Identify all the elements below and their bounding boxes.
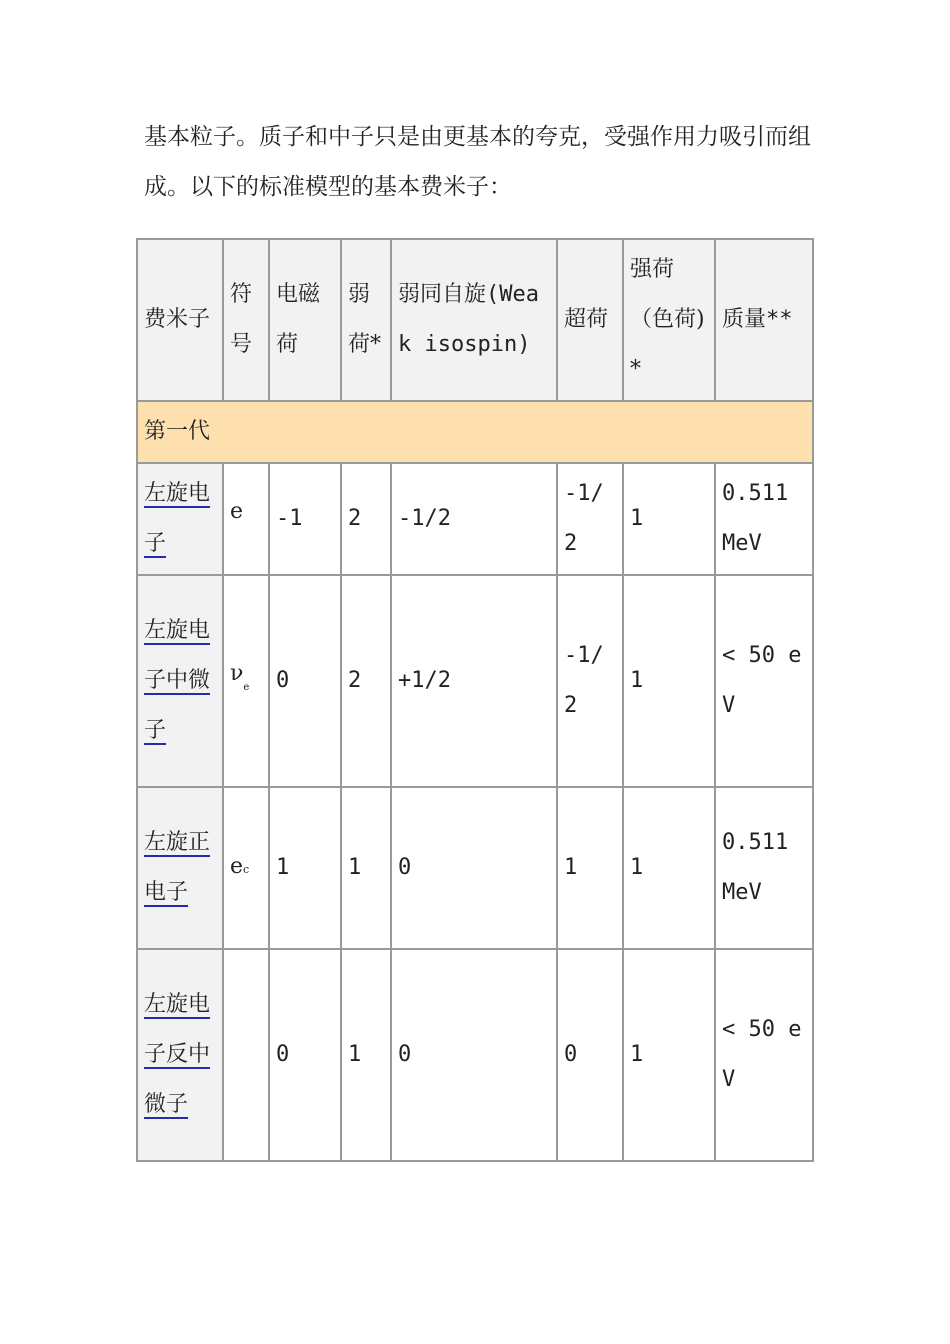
em-charge-cell: 1 <box>270 788 342 950</box>
fermion-link-left-electron-neutrino[interactable]: 左旋电子中微子 <box>144 618 211 743</box>
symbol-mark: c <box>243 862 250 876</box>
header-em-charge: 电磁荷 <box>270 240 342 402</box>
header-fermion: 费米子 <box>138 240 224 402</box>
mass-cell: < 50 eV <box>716 576 814 788</box>
hypercharge-cell: 1 <box>558 788 624 950</box>
header-color-charge: 强荷（色荷)* <box>624 240 716 402</box>
table-row <box>138 788 814 950</box>
symbol-base: e <box>230 499 244 524</box>
symbol-cell <box>224 950 270 1160</box>
intro-paragraph: 基本粒子。质子和中子只是由更基本的夸克，受强作用力吸引而组成。以下的标准模型的基本费米子： <box>144 124 811 200</box>
weak-charge-cell: 2 <box>342 464 392 576</box>
symbol-cell <box>224 464 270 576</box>
symbol-cell <box>224 576 270 788</box>
table-header-row <box>138 240 814 402</box>
color-charge-cell: 1 <box>624 464 716 576</box>
symbol-base: e <box>230 853 244 879</box>
em-charge-cell: -1 <box>270 464 342 576</box>
symbol-base: ν <box>230 661 244 686</box>
fermion-name-cell <box>138 576 224 788</box>
hypercharge-cell: -1/2 <box>558 464 624 576</box>
weak-isospin-cell: 0 <box>392 788 558 950</box>
weak-charge-cell: 1 <box>342 788 392 950</box>
fermion-name-cell <box>138 788 224 950</box>
mass-cell: < 50 eV <box>716 950 814 1160</box>
header-mass: 质量** <box>716 240 814 402</box>
table-row <box>138 464 814 576</box>
color-charge-cell: 1 <box>624 576 716 788</box>
hypercharge-cell: 0 <box>558 950 624 1160</box>
fermion-link-left-positron[interactable]: 左旋正电子 <box>144 830 211 905</box>
header-weak-charge: 弱荷* <box>342 240 392 402</box>
generation-row <box>138 402 814 464</box>
weak-isospin-cell: 0 <box>392 950 558 1160</box>
color-charge-cell: 1 <box>624 788 716 950</box>
header-weak-isospin: 弱同自旋(Weak isospin) <box>392 240 558 402</box>
color-charge-cell: 1 <box>624 950 716 1160</box>
generation-label: 第一代 <box>138 402 814 464</box>
table-row <box>138 576 814 788</box>
fermion-name-cell <box>138 950 224 1160</box>
header-hypercharge: 超荷 <box>558 240 624 402</box>
mass-cell: 0.511 MeV <box>716 788 814 950</box>
fermion-name-cell <box>138 464 224 576</box>
weak-charge-cell: 1 <box>342 950 392 1160</box>
table-row <box>138 950 814 1160</box>
em-charge-cell: 0 <box>270 576 342 788</box>
fermion-link-left-electron-antineutrino[interactable]: 左旋电子反中微子 <box>144 992 211 1117</box>
weak-isospin-cell: +1/2 <box>392 576 558 788</box>
symbol-cell <box>224 788 270 950</box>
header-symbol: 符号 <box>224 240 270 402</box>
fermion-table <box>136 238 814 1162</box>
mass-cell: 0.511 MeV <box>716 464 814 576</box>
fermion-link-left-electron[interactable]: 左旋电子 <box>144 481 211 556</box>
symbol-mark: e <box>243 682 250 693</box>
hypercharge-cell: -1/2 <box>558 576 624 788</box>
em-charge-cell: 0 <box>270 950 342 1160</box>
weak-isospin-cell: -1/2 <box>392 464 558 576</box>
weak-charge-cell: 2 <box>342 576 392 788</box>
